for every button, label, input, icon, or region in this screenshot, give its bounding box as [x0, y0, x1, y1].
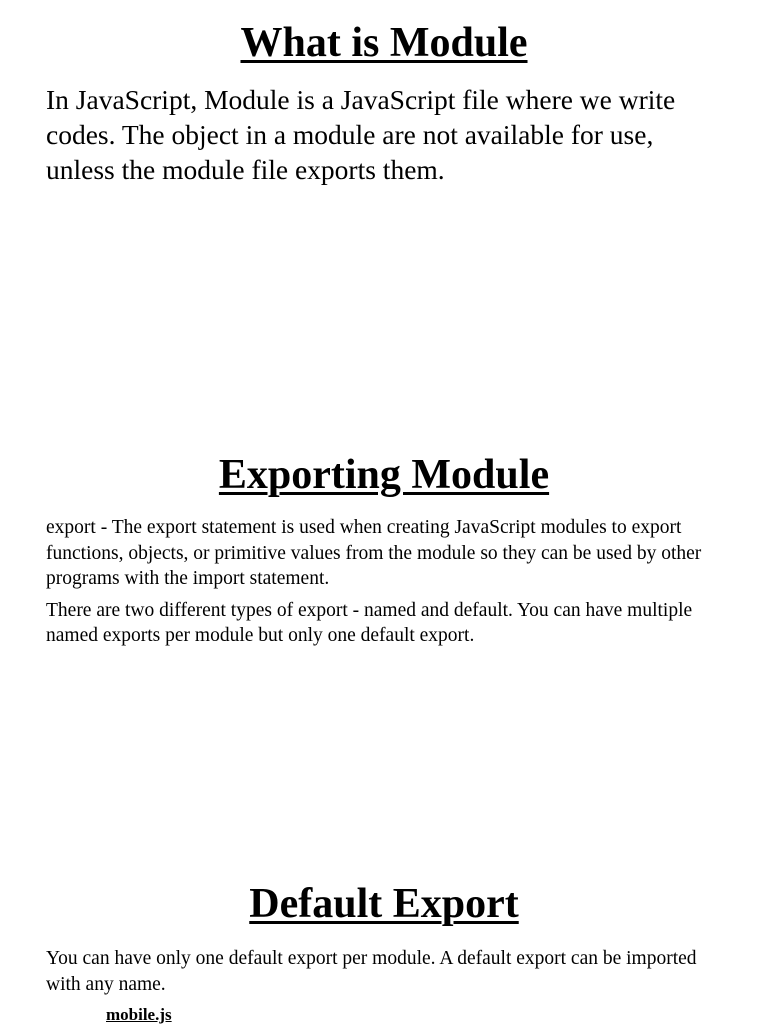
paragraph-export-types: There are two different types of export - named and default. You can have multiple named exports per module but only one default export.	[46, 599, 693, 646]
section-default-export	[0, 880, 768, 997]
paragraph-default-export: You can have only one default export per module. A default export can be imported with any name.	[46, 948, 697, 995]
file-label-mobile-js: mobile.js	[106, 1005, 172, 1024]
paragraph-module-definition: In JavaScript, Module is a JavaScript file where we write codes. The object in a module are not available for use, unless the module file exports them.	[46, 84, 676, 185]
paragraph-export-statement: export - The export statement is used when creating JavaScript modules to export functions, objects, or primitive values from the module so they can be used by other programs with the import statement.	[46, 517, 702, 589]
section-what-is-module	[0, 19, 768, 187]
heading-what-is-module: What is Module	[240, 20, 528, 66]
heading-default-export: Default Export	[249, 881, 519, 927]
section-exporting-module	[0, 451, 768, 649]
heading-exporting-module: Exporting Module	[218, 452, 550, 498]
